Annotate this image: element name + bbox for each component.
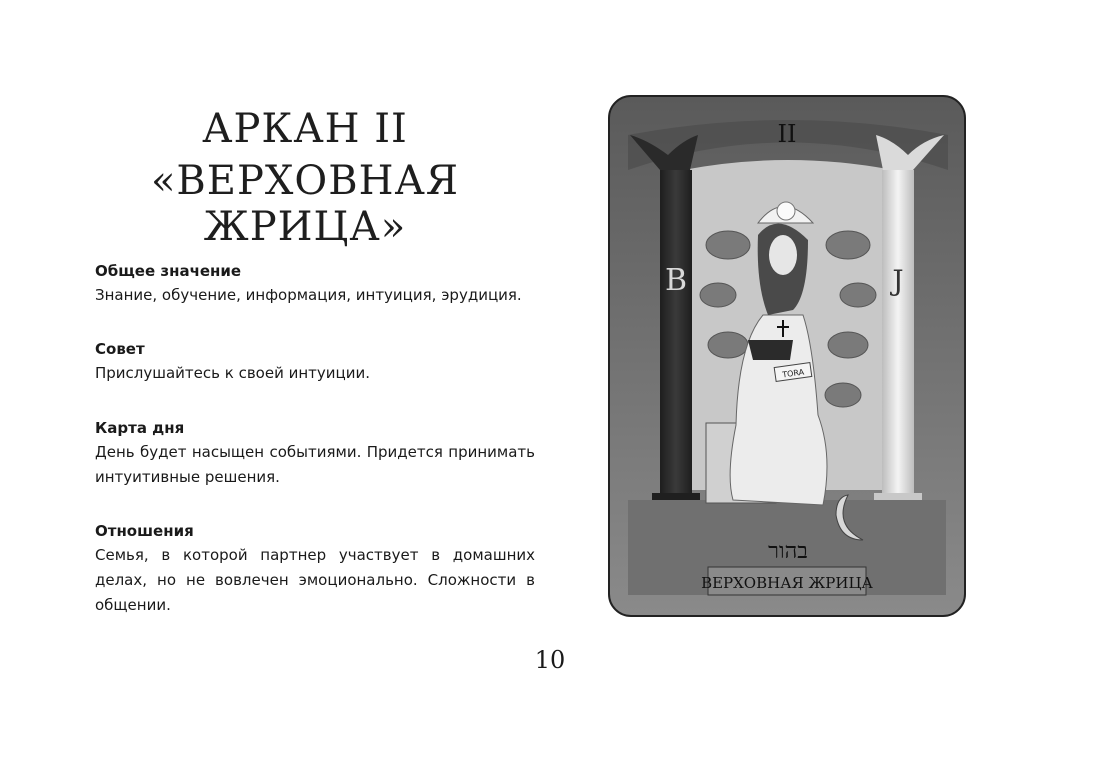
section-text: Прислушайтесь к своей интуиции. (95, 364, 370, 382)
pillar-right-letter: J (892, 264, 904, 297)
section-heading: Карта дня (95, 419, 185, 437)
arcana-title-line2: «ВЕРХОВНАЯ ЖРИЦА» (150, 158, 460, 250)
pillar-left-letter: B (664, 263, 688, 298)
card-numeral: II (777, 120, 797, 148)
tarot-card-high-priestess (608, 95, 966, 617)
arcana-title-line1: АРКАН II (202, 106, 408, 152)
hebrew-inscription: בהור (768, 539, 808, 564)
section-card-of-day (95, 416, 535, 490)
section-advice (95, 337, 535, 386)
page-number: 10 (534, 646, 566, 674)
card-name-label: ВЕРХОВНАЯ ЖРИЦА (701, 574, 873, 592)
section-general-meaning (95, 259, 535, 308)
section-text: Знание, обучение, информация, интуиция, эрудиция. (95, 286, 522, 304)
section-text: Семья, в которой партнер участвует в домашних делах, но не вовлечен эмоционально. Сложности в общении. (95, 546, 535, 614)
section-heading: Общее значение (95, 262, 242, 280)
section-text: День будет насыщен событиями. Придется принимать интуитивные решения. (95, 443, 535, 486)
section-heading: Совет (95, 340, 145, 358)
section-relationships (95, 519, 535, 618)
tora-scroll-text: TORA (781, 367, 805, 380)
section-heading: Отношения (95, 522, 194, 540)
